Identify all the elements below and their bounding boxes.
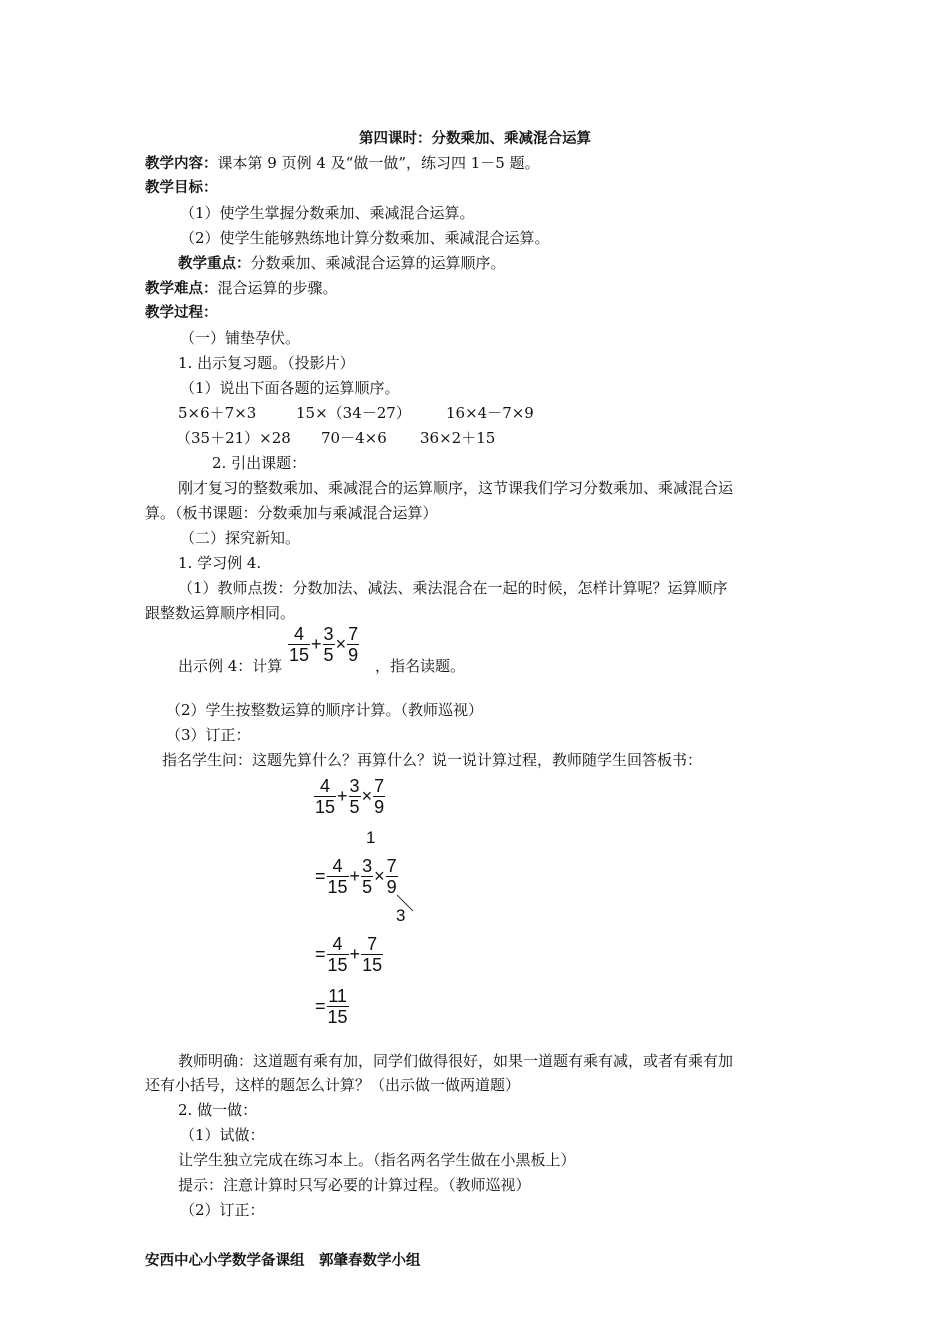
difficulty-line: 教学难点：混合运算的步骤。 <box>145 279 338 297</box>
solution-step-1: $\frac{4}{15}$ + $\frac{3}{5}$ × $\frac{7}{9}$ <box>315 776 385 817</box>
review-expr: 15×（34－27） <box>296 404 411 422</box>
review-expr: 70－4×6 <box>321 429 387 447</box>
paragraph-line: 指名学生问：这题先算什么？再算什么？说一说计算过程，教师随学生回答板书： <box>162 751 703 769</box>
cancel-quotient: 3 <box>396 906 406 925</box>
paragraph-line: 还有小括号，这样的题怎么计算？（出示做一做两道题） <box>145 1076 521 1094</box>
paragraph-line: 算。（板书课题：分数乘加与乘减混合运算） <box>145 504 438 522</box>
goals-heading: 教学目标： <box>145 180 218 196</box>
process-heading: 教学过程： <box>145 305 218 321</box>
paragraph-line: 跟整数运算顺序相同。 <box>145 604 296 622</box>
text-line: （3）订正： <box>166 726 251 744</box>
paragraph-line: 刚才复习的整数乘加、乘减混合的运算顺序，这节课我们学习分数乘加、乘减混合运 <box>178 479 734 497</box>
goal-item: （2）使学生能够熟练地计算分数乘加、乘减混合运算。 <box>180 229 550 247</box>
text-line: 让学生独立完成在练习本上。（指名两名学生做在小黑板上） <box>178 1151 576 1169</box>
section-heading: （一）铺垫孕伏。 <box>180 329 301 347</box>
review-expr: 36×2＋15 <box>420 429 496 447</box>
page-footer: 安西中心小学数学备课组 郭肇春数学小组 <box>145 1253 421 1269</box>
text-line: （1）试做： <box>180 1126 265 1144</box>
section-heading: （二）探究新知。 <box>180 529 301 547</box>
text-line: 提示：注意计算时只写必要的计算过程。（教师巡视） <box>178 1176 531 1194</box>
paragraph-line: （1）教师点拨：分数加法、减法、乘法混合在一起的时候，怎样计算呢？运算顺序 <box>178 579 728 597</box>
text-line: （2）订正： <box>180 1201 265 1219</box>
text-line: ，指名读题。 <box>375 657 466 675</box>
paragraph-line: 教师明确：这道题有乘有加，同学们做得很好，如果一道题有乘有减，或者有乘有加 <box>178 1052 734 1070</box>
text-line: （2）学生按整数运算的顺序计算。（教师巡视） <box>166 701 484 719</box>
text-line: 1. 学习例 4. <box>178 554 262 572</box>
review-expr: 16×4－7×9 <box>446 404 534 422</box>
solution-step-2: = $\frac{4}{15}$ + $\frac{3}{5}$ × $\frac{7}{9}$ <box>315 856 397 897</box>
example-expression: $\frac{4}{15}$ + $\frac{3}{5}$ × $\frac{7}{9}$ <box>289 624 359 665</box>
goal-item: （1）使学生掌握分数乘加、乘减混合运算。 <box>180 204 475 222</box>
page-title: 第四课时：分数乘加、乘减混合运算 <box>359 131 591 147</box>
content-line: 教学内容：课本第 9 页例 4 及“做一做”，练习四 1－5 题。 <box>145 154 540 172</box>
text-line: 1. 出示复习题。（投影片） <box>178 354 355 372</box>
text-line: （1）说出下面各题的运算顺序。 <box>180 379 400 397</box>
example-label: 出示例 4：计算 <box>178 657 283 675</box>
cancel-quotient: 1 <box>366 828 376 847</box>
review-expr: （35＋21）×28 <box>176 429 291 447</box>
text-line: 2. 引出课题： <box>212 454 307 472</box>
key-point-line: 教学重点：分数乘加、乘减混合运算的运算顺序。 <box>178 254 506 272</box>
text-line: 2. 做一做： <box>178 1101 258 1119</box>
solution-result: = $\frac{11}{15}$ <box>315 986 348 1027</box>
review-expr: 5×6＋7×3 <box>178 404 257 422</box>
solution-step-3: = $\frac{4}{15}$ + $\frac{7}{15}$ <box>315 934 383 975</box>
